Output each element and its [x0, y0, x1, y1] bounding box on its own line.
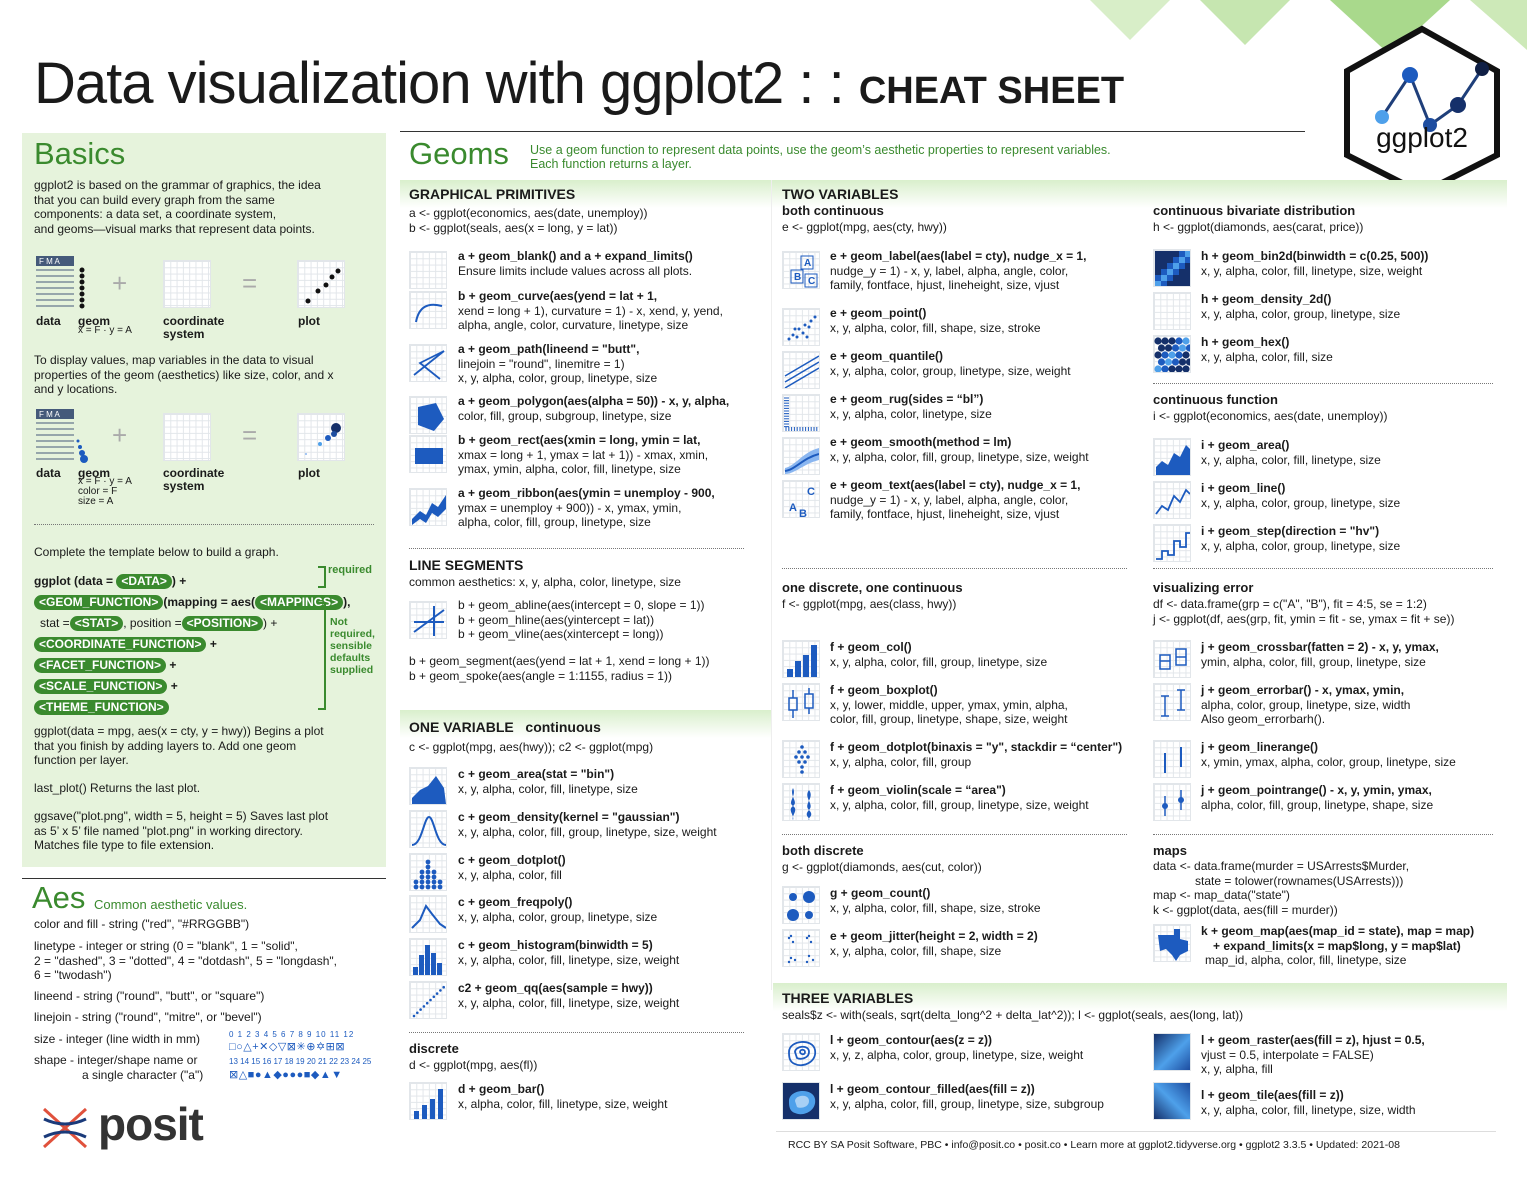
last-plot-description: last_plot() Returns the last plot.: [34, 781, 201, 795]
geom-map-desc: k + geom_map(aes(map_id = state), map = map) + expand_limits(x = map$long, y = map$lat) map_id, alpha, color, fill, linetype, size: [1201, 924, 1475, 967]
odoc-title: one discrete, one continuous: [782, 580, 963, 595]
plot-bubbles-icon: [297, 413, 345, 461]
boxplot-icon: [782, 683, 820, 721]
rect-icon: [409, 435, 447, 473]
tpl-theme-function: <THEME_FUNCTION>: [34, 700, 169, 715]
divider-bd: [782, 834, 1127, 835]
cf-item-2: i + geom_step(direction = "hv") x, y, alpha, color, group, linetype, size: [1201, 524, 1401, 553]
aes-color-fill: color and fill - string ("red", "#RRGGBB"): [34, 917, 250, 931]
plot-points-icon: [297, 260, 345, 308]
ggplot-template: ggplot (data = <DATA> ) + <GEOM_FUNCTION> (mapping = aes( <MAPPINGS> ), stat = <STAT> , position = <POSITION> ) + <COORDINATE_FUNCTION> + <FACET_FUNCTION> + <SCALE_FUNCTION> + <THEME_FUNCTION>: [34, 574, 351, 714]
cf-item-0: i + geom_area() x, y, alpha, color, fill, linetype, size: [1201, 438, 1381, 467]
label-icon: [782, 251, 820, 289]
f-item-2: f + geom_dotplot(binaxis = "y", stackdir = “center") x, y, alpha, color, fill, group: [830, 740, 1123, 769]
bd-setup: g <- ggplot(diamonds, aes(cut, color)): [782, 860, 982, 874]
page-title: Data visualization with ggplot2 : : CHEAT SHEET: [34, 51, 1125, 116]
tpl-coordinate-function: <COORDINATE_FUNCTION>: [34, 637, 206, 652]
tv-item-0: e + geom_label(aes(label = cty), nudge_x = 1, nudge_y = 1) - x, y, label, alpha, angle, color, family, fontface, hjust, lineheight, size, vjust: [830, 249, 1087, 292]
violin-icon: [782, 783, 820, 821]
point-icon: [782, 308, 820, 346]
svg-text:A: A: [789, 502, 797, 514]
label-data-2: data: [36, 466, 61, 480]
blank-icon: [409, 251, 447, 289]
svg-text:F M A: F M A: [39, 410, 60, 419]
label-plot-2: plot: [298, 466, 320, 480]
tpl-scale-function: <SCALE_FUNCTION>: [34, 679, 167, 694]
not-required-label: Not required, sensible defaults supplied: [330, 616, 375, 676]
divider-odoc: [782, 568, 1127, 569]
label-geom-2: geom: [78, 466, 111, 480]
discrete-title: discrete: [409, 1041, 459, 1056]
aes-linejoin: linejoin - string ("round", "mitre", or "bevel"): [34, 1010, 262, 1024]
aesthetics-text: To display values, map variables in the data to visual properties of the geom (aesthetics) like size, color, and x and y locations.: [34, 353, 334, 396]
tpl-geom-function: <GEOM_FUNCTION>: [34, 595, 163, 610]
coordinate-grid-icon-2: [163, 413, 211, 461]
divider-cf: [1153, 383, 1493, 384]
basics-intro: ggplot2 is based on the grammar of graphics, the idea that you can build every graph from the same components: a data set, a coordinate system, and geoms—visual marks that represent data points.: [34, 178, 321, 236]
g-item-1: e + geom_jitter(height = 2, width = 2) x, y, alpha, color, fill, shape, size: [830, 929, 1038, 958]
svg-text:C: C: [808, 276, 816, 287]
aes-linetype: linetype - integer or string (0 = "blank", 1 = "solid", 2 = "dashed", 3 = "dotted", 4 = "dotdash", 5 = "longdash", 6 = "twodash"): [34, 939, 337, 982]
tile-icon: [1153, 1082, 1191, 1120]
freqpoly-icon: [409, 895, 447, 933]
tv-title: TWO VARIABLES: [782, 186, 899, 202]
step-icon: [1153, 524, 1191, 562]
pointrange-icon: [1153, 783, 1191, 821]
col-icon: [782, 640, 820, 678]
histogram-icon: [409, 938, 447, 976]
gp-item-3: a + geom_polygon(aes(alpha = 50)) - x, y, alpha, color, fill, group, subgroup, linetype, size: [458, 394, 730, 423]
svg-text:F M A: F M A: [39, 257, 60, 266]
label-coordinate: coordinate system: [163, 314, 225, 341]
aes-shape-char: a single character ("a"): [82, 1068, 204, 1082]
label-data: data: [36, 314, 61, 328]
path-icon: [409, 344, 447, 382]
maps-title: maps: [1153, 843, 1187, 858]
ov-item-0: c + geom_area(stat = "bin") x, y, alpha, color, fill, linetype, size: [458, 767, 638, 796]
map-icon: [1153, 924, 1191, 962]
cf-line-icon: [1153, 481, 1191, 519]
rug-icon: [782, 394, 820, 432]
aes-lineend: lineend - string ("round", "butt", or "square"): [34, 989, 265, 1003]
tpl-mappings: <MAPPINGS>: [255, 595, 343, 610]
tv-item-5: e + geom_text(aes(label = cty), nudge_x = 1, nudge_y = 1) - x, y, label, alpha, angle, color, family, fontface, hjust, lineheight, size, vjust: [830, 478, 1081, 521]
aes-heading: Aes: [32, 880, 86, 915]
svg-text:ggplot2: ggplot2: [1376, 122, 1468, 153]
equals-sign-2: =: [242, 420, 258, 450]
gp-item-4: b + geom_rect(aes(xmin = long, ymin = lat, xmax = long + 1, ymax = lat + 1)) - xmax, xmin, ymax, ymin, alpha, color, fill, linetype, size: [458, 433, 709, 476]
area-icon: [409, 767, 447, 805]
f-item-1: f + geom_boxplot() x, y, lower, middle, upper, ymax, ymin, alpha, color, fill, group, linetype, shape, size, weight: [830, 683, 1068, 726]
cf-item-1: i + geom_line() x, y, alpha, color, group, linetype, size: [1201, 481, 1401, 510]
geoms-description: Use a geom function to represent data points, use the geom’s aesthetic properties to represent variables. Each function returns a layer.: [530, 143, 1111, 171]
required-bracket: [318, 566, 326, 588]
ve-item-3: j + geom_pointrange() - x, y, ymin, ymax, alpha, color, fill, group, linetype, shape, size: [1201, 783, 1434, 812]
cbd-setup: h <- ggplot(diamonds, aes(carat, price)): [1153, 220, 1364, 234]
tile-desc: l + geom_tile(aes(fill = z)) x, y, alpha, color, fill, linetype, size, width: [1201, 1088, 1416, 1117]
abline-icon: [409, 601, 447, 639]
ggplot2-logo: [1342, 25, 1502, 197]
dotplot-y-icon: [782, 740, 820, 778]
cf-setup: i <- ggplot(economics, aes(date, unemploy)): [1153, 409, 1388, 423]
tv-item-3: e + geom_rug(sides = “bl”) x, y, alpha, color, linetype, size: [830, 392, 992, 421]
contour-icon: [782, 1033, 820, 1071]
density2d-icon: [1153, 292, 1191, 330]
density-icon: [409, 810, 447, 848]
divider: [34, 524, 374, 525]
label-plot: plot: [298, 314, 320, 328]
polygon-icon: [409, 396, 447, 434]
coordinate-grid-icon: [163, 260, 211, 308]
f-item-0: f + geom_col() x, y, alpha, color, fill, group, linetype, size: [830, 640, 1048, 669]
template-intro: Complete the template below to build a graph.: [34, 545, 279, 559]
tv-setup: e <- ggplot(mpg, aes(cty, hwy)): [782, 220, 947, 234]
geoms-heading: Geoms: [409, 136, 509, 171]
gp-setup: a <- ggplot(economics, aes(date, unemploy)) b <- ggplot(seals, aes(x = long, y = lat)): [409, 206, 648, 235]
ov-item-1: c + geom_density(kernel = "gaussian") x, y, alpha, color, fill, group, linetype, size, weight: [458, 810, 717, 839]
ls-items: b + geom_abline(aes(intercept = 0, slope = 1)) b + geom_hline(aes(yintercept = lat)) b + geom_vline(aes(xintercept = long)): [458, 598, 705, 641]
ov-item-5: c2 + geom_qq(aes(sample = hwy)) x, y, alpha, color, fill, linetype, size, weight: [458, 981, 680, 1010]
ls-title: LINE SEGMENTS: [409, 557, 524, 573]
contour-desc: l + geom_contour(aes(z = z)) x, y, z, alpha, color, group, linetype, size, weight: [830, 1033, 1084, 1062]
shape-glyphs-2: ⊠△■●▲◆●●●■◆▲▼: [229, 1069, 343, 1081]
tv-item-2: e + geom_quantile() x, y, alpha, color, group, linetype, size, weight: [830, 349, 1071, 378]
tpl-position: <POSITION>: [182, 616, 263, 631]
hex-icon: [1153, 335, 1191, 373]
gp-item-0: a + geom_blank() and a + expand_limits() Ensure limits include values across all plots.: [458, 249, 693, 278]
divider-discrete: [409, 1032, 744, 1033]
svg-text:B: B: [799, 508, 807, 518]
gp-item-1: b + geom_curve(aes(yend = lat + 1, xend = long + 1), curvature = 1) - x, xend, y, yend, alpha, angle, color, curvature, linetype, size: [458, 289, 723, 332]
aes-shape: shape - integer/shape name or: [34, 1053, 198, 1067]
tv-item-4: e + geom_smooth(method = lm) x, y, alpha, color, fill, group, linetype, size, weight: [830, 435, 1089, 464]
text-icon: [782, 480, 820, 518]
cbd-item-1: h + geom_density_2d() x, y, alpha, color, group, linetype, size: [1201, 292, 1401, 321]
ve-item-0: j + geom_crossbar(fatten = 2) - x, y, ymax, ymin, alpha, color, fill, group, linetype, size: [1201, 640, 1439, 669]
ov-setup: c <- ggplot(mpg, aes(hwy)); c2 <- ggplot(mpg): [409, 740, 654, 754]
g-item-0: g + geom_count() x, y, alpha, color, fill, shape, size, stroke: [830, 886, 1041, 915]
cbd-title: continuous bivariate distribution: [1153, 203, 1356, 218]
cf-title: continuous function: [1153, 392, 1278, 407]
plus-sign-2: +: [112, 420, 128, 450]
ov-title: ONE VARIABLE continuous: [409, 719, 601, 735]
footer-text: RCC BY SA Posit Software, PBC • info@posit.co • posit.co • Learn more at ggplot2.tidyverse.org • ggplot2 3.3.5 • Updated: 2021-08: [788, 1139, 1400, 1151]
basics-heading: Basics: [34, 136, 126, 171]
jitter-icon: [782, 929, 820, 967]
qq-icon: [409, 981, 447, 1019]
curve-icon: [409, 291, 447, 329]
ggsave-description: ggsave("plot.png", width = 5, height = 5) Saves last plot as 5’ x 5’ file named "plot.png" in working directory. Matches file type to file extension.: [34, 809, 329, 852]
required-label: required: [328, 564, 373, 576]
smooth-icon: [782, 437, 820, 475]
title-rule: [400, 131, 1305, 132]
quantile-icon: [782, 351, 820, 389]
svg-text:A: A: [804, 258, 812, 269]
dotplot-icon: [409, 853, 447, 891]
column-divider: [771, 180, 772, 990]
ov-item-2: c + geom_dotplot() x, y, alpha, color, fill: [458, 853, 566, 882]
ve-setup: df <- data.frame(grp = c("A", "B"), fit = 4:5, se = 1:2) j <- ggplot(df, aes(grp, fit, ymin = fit - se, ymax = fit + se)): [1153, 597, 1455, 626]
odoc-setup: f <- ggplot(mpg, aes(class, hwy)): [782, 597, 957, 611]
errorbar-icon: [1153, 683, 1191, 721]
f-item-3: f + geom_violin(scale = “area") x, y, alpha, color, fill, group, linetype, size, weight: [830, 783, 1089, 812]
discrete-setup: d <- ggplot(mpg, aes(fl)): [409, 1058, 538, 1072]
cbd-item-0: h + geom_bin2d(binwidth = c(0.25, 500)) x, y, alpha, color, fill, linetype, size, weight: [1201, 249, 1429, 278]
three-title: THREE VARIABLES: [782, 990, 914, 1006]
gp-title: GRAPHICAL PRIMITIVES: [409, 186, 576, 202]
ggplot-description: ggplot(data = mpg, aes(x = cty, y = hwy)) Begins a plot that you finish by adding layers to. Add one geom function per layer.: [34, 724, 324, 767]
tpl-stat: <STAT>: [70, 616, 124, 631]
ribbon-icon: [409, 488, 447, 526]
ov-item-4: c + geom_histogram(binwidth = 5) x, y, alpha, color, fill, linetype, size, weight: [458, 938, 680, 967]
data-table-icon: [34, 254, 94, 312]
tpl-data: <DATA>: [116, 574, 172, 589]
tv-item-1: e + geom_point() x, y, alpha, color, fill, shape, size, stroke: [830, 306, 1041, 335]
tv-subtitle: both continuous: [782, 203, 884, 218]
aes-subheading: Common aesthetic values.: [94, 897, 248, 912]
geom-bar-desc: d + geom_bar() x, alpha, color, fill, linetype, size, weight: [458, 1082, 668, 1111]
shape-numbers-2: 13 14 15 16 17 18 19 20 21 22 23 24 25: [229, 1057, 372, 1066]
tpl-facet-function: <FACET_FUNCTION>: [34, 658, 166, 673]
aes-rule: [22, 878, 386, 879]
svg-text:B: B: [794, 272, 802, 283]
maps-setup: data <- data.frame(murder = USArrests$Murder, state = tolower(rownames(USArrests))) map <- map_data("state") k <- ggplot(data, aes(fill = murder)): [1153, 859, 1410, 917]
shape-numbers-1: 0 1 2 3 4 5 6 7 8 9 10 11 12: [229, 1030, 355, 1039]
plus-sign: +: [112, 268, 128, 298]
divider-ls: [409, 548, 744, 549]
footer-rule: [776, 1131, 1496, 1132]
ls-common: common aesthetics: x, y, alpha, color, linetype, size: [409, 575, 681, 589]
raster-desc: l + geom_raster(aes(fill = z), hjust = 0.5, vjust = 0.5, interpolate = FALSE) x, y, alpha, fill: [1201, 1033, 1425, 1076]
aes-size: size - integer (line width in mm): [34, 1032, 201, 1046]
cbd-item-2: h + geom_hex() x, y, alpha, color, fill, size: [1201, 335, 1333, 364]
gp-item-5: a + geom_ribbon(aes(ymin = unemploy - 900, ymax = unemploy + 900)) - x, ymax, ymin, alpha, color, fill, group, linetype, size: [458, 486, 715, 529]
label-geom-mapping: x = F · y = A: [78, 325, 132, 336]
label-geom-mapping-2: x = F · y = A color = F size = A: [78, 476, 132, 507]
raster-icon: [1153, 1033, 1191, 1071]
count-icon: [782, 886, 820, 924]
ov-item-3: c + geom_freqpoly() x, y, alpha, color, group, linetype, size: [458, 895, 658, 924]
label-coordinate-2: coordinate system: [163, 466, 225, 493]
posit-logo-icon: [40, 1105, 90, 1151]
cf-area-icon: [1153, 438, 1191, 476]
contour-filled-icon: [782, 1082, 820, 1120]
three-setup: seals$z <- with(seals, sqrt(delta_long^2 + delta_lat^2)); l <- ggplot(seals, aes(long, lat)): [782, 1008, 1244, 1022]
data-table-icon-2: [34, 407, 94, 465]
svg-text:C: C: [807, 486, 815, 498]
posit-logo-text: posit: [98, 1098, 203, 1150]
bd-title: both discrete: [782, 843, 864, 858]
equals-sign: =: [242, 268, 258, 298]
ve-item-2: j + geom_linerange() x, ymin, ymax, alpha, color, group, linetype, size: [1201, 740, 1456, 769]
contour-filled-desc: l + geom_contour_filled(aes(fill = z)) x, y, alpha, color, fill, group, linetype, size, subgroup: [830, 1082, 1104, 1111]
crossbar-icon: [1153, 640, 1191, 678]
divider-ve: [1153, 568, 1493, 569]
gp-item-2: a + geom_path(lineend = "butt", linejoin = "round", linemitre = 1) x, y, alpha, color, group, linetype, size: [458, 342, 658, 385]
label-geom: geom: [78, 314, 111, 328]
bar-icon: [409, 1082, 447, 1120]
ve-title: visualizing error: [1153, 580, 1254, 595]
linerange-icon: [1153, 740, 1191, 778]
shape-glyphs-1: □○△+✕◇▽⊠✳⊕✡⊞⊠: [229, 1041, 346, 1053]
divider-maps: [1153, 834, 1493, 835]
bin2d-icon: [1153, 249, 1191, 287]
not-required-bracket: [318, 602, 326, 710]
ls-extra: b + geom_segment(aes(yend = lat + 1, xend = long + 1)) b + geom_spoke(aes(angle = 1:1155, radius = 1)): [409, 654, 710, 683]
ve-item-1: j + geom_errorbar() - x, ymax, ymin, alpha, color, group, linetype, size, width Also geom_errorbarh().: [1201, 683, 1411, 726]
